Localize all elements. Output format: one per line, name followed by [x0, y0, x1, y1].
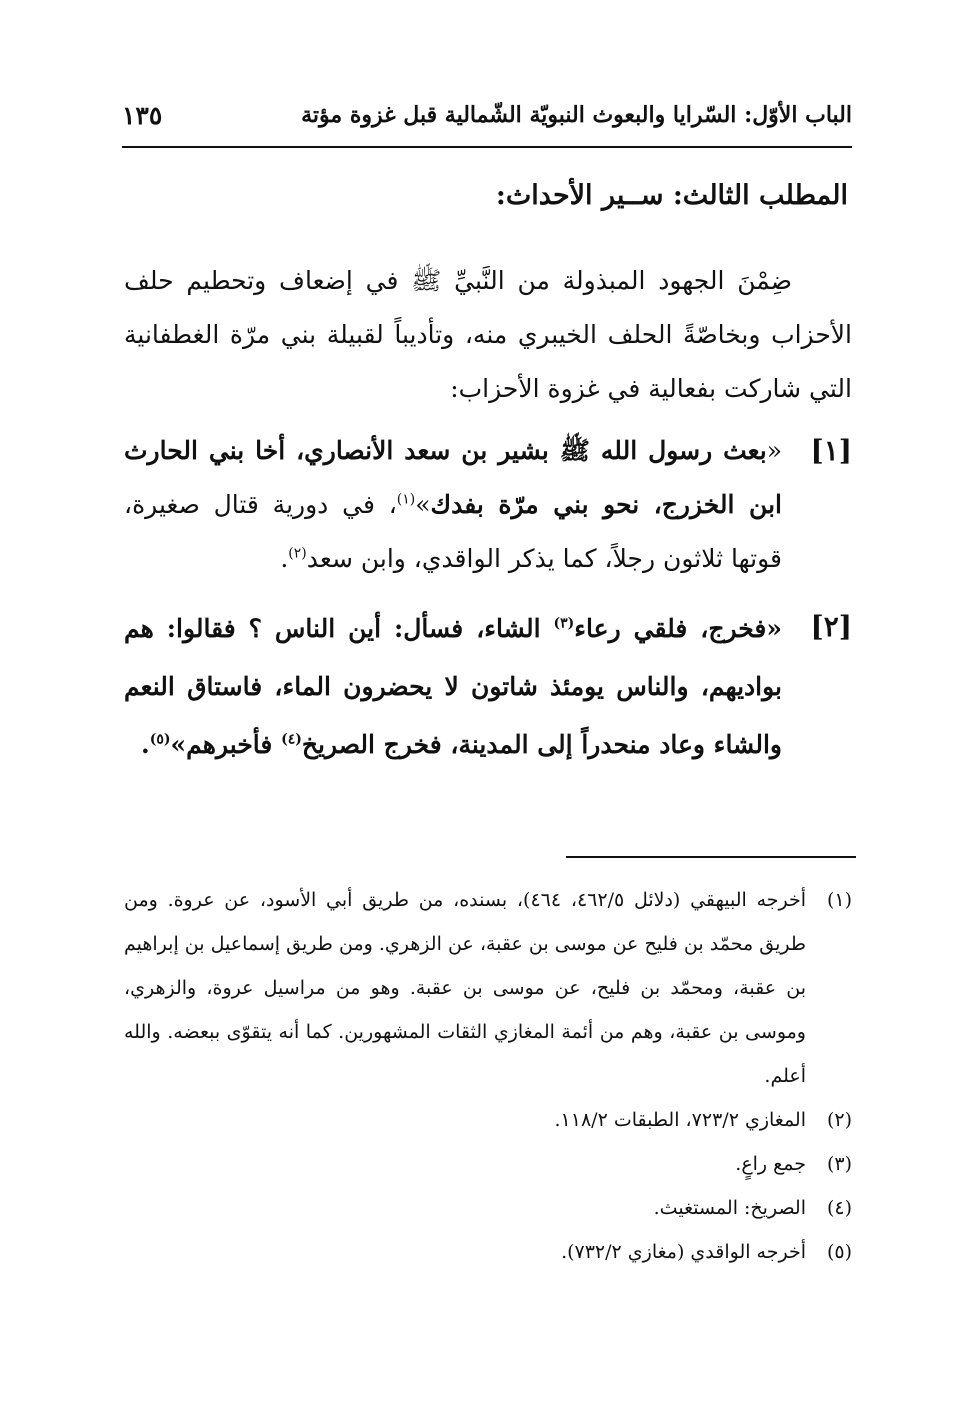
item-end: .: [280, 544, 289, 573]
footnote: [124, 1098, 852, 1142]
footnote-mark: (٢): [826, 1109, 852, 1131]
footnote: [124, 1186, 852, 1230]
footnote-ref: (٤): [281, 731, 302, 748]
footnote-ref: (٥): [149, 731, 171, 748]
footnote-mark: (٣): [826, 1153, 852, 1175]
running-head: [122, 92, 852, 138]
footnote-mark: (١): [826, 889, 852, 911]
footnote-ref: (٢): [288, 545, 307, 562]
footnote-text: أخرجه الواقدي (مغازي ٧٣٢/٢).: [561, 1241, 806, 1263]
section-heading: المطلب الثالث: ســير الأحداث:: [495, 180, 848, 211]
quote-close: »: [415, 490, 431, 519]
quote-part-1: «فخرج، فلقي رعاء: [574, 614, 782, 643]
footnote-text: المغازي ٧٢٣/٢، الطبقات ١١٨/٢.: [554, 1109, 806, 1131]
footnote: [124, 878, 852, 1098]
footnote-ref: (٣): [553, 615, 575, 632]
footnote-mark: (٥): [826, 1241, 852, 1263]
item-text: [124, 600, 782, 774]
item-number: [٢]: [810, 610, 852, 643]
intro-paragraph: ضِمْنَ الجهود المبذولة من النَّبيِّ ﷺ في إضعاف وتحطيم حلف الأحزاب وبخاصّةً الحلف الخيبري منه، وتأديباً لقبيلة بني مرّة الغطفانية التي شاركت بفعالية في غزوة الأحزاب:: [124, 266, 852, 403]
numbered-item-1: [124, 424, 852, 586]
footnote-text: الصريخ: المستغيث.: [653, 1197, 806, 1219]
footnote-ref: (١): [396, 491, 416, 508]
quote-text: بعث رسول الله ﷺ بشير بن سعد الأنصاري، أخا بني الحارث ابن الخزرج، نحو بني مرّة بفدك: [124, 436, 782, 519]
header-rule: [122, 146, 852, 148]
footnote: [124, 1142, 852, 1186]
quote-part-3: فأخبرهم»: [170, 730, 282, 759]
page-number: ١٣٥: [122, 100, 163, 130]
footnote: [124, 1230, 852, 1274]
item-text: [124, 424, 782, 586]
footnote-mark: (٤): [826, 1197, 852, 1219]
item-number: [١]: [810, 434, 852, 467]
item-end: .: [141, 730, 150, 759]
footnote-text: أخرجه البيهقي (دلائل ٤٦٢/٥، ٤٦٤)، بسنده، من طريق أبي الأسود، عن عروة. ومن طريق محمّد بن فليح عن موسى بن عقبة، عن الزهري. ومن طريق إسماعيل بن إبراهيم بن عقبة، ومحمّد بن فليح، عن موسى بن عقبة. وهو من مراسيل عروة، والزهري، وموسى بن عقبة، وهم من أئمة المغازي الثقات المشهورين. كما أنه يتقوّى ببعضه. والله أعلم.: [124, 889, 807, 1087]
item-text-rest: ، في دورية قتال صغيرة، قوتها ثلاثون رجلاً، كما يذكر الواقدي، وابن سعد: [124, 490, 782, 573]
footnote-text: جمع راعٍ.: [735, 1153, 806, 1175]
footnote-separator: [566, 856, 856, 858]
quote-part-2: الشاء، فسأل: أين الناس ؟ فقالوا: هم بواديهم، والناس يومئذ شاتون لا يحضرون الماء، فاستاق النعم والشاء وعاد منحدراً إلى المدينة، فخرج الصريخ: [124, 614, 782, 759]
footnotes: [124, 878, 852, 1274]
numbered-item-2: [124, 600, 852, 774]
running-head-title: الباب الأوّل: السّرايا والبعوث النبويّة الشّمالية قبل غزوة مؤتة: [301, 102, 852, 128]
quote-open: «: [766, 436, 783, 465]
